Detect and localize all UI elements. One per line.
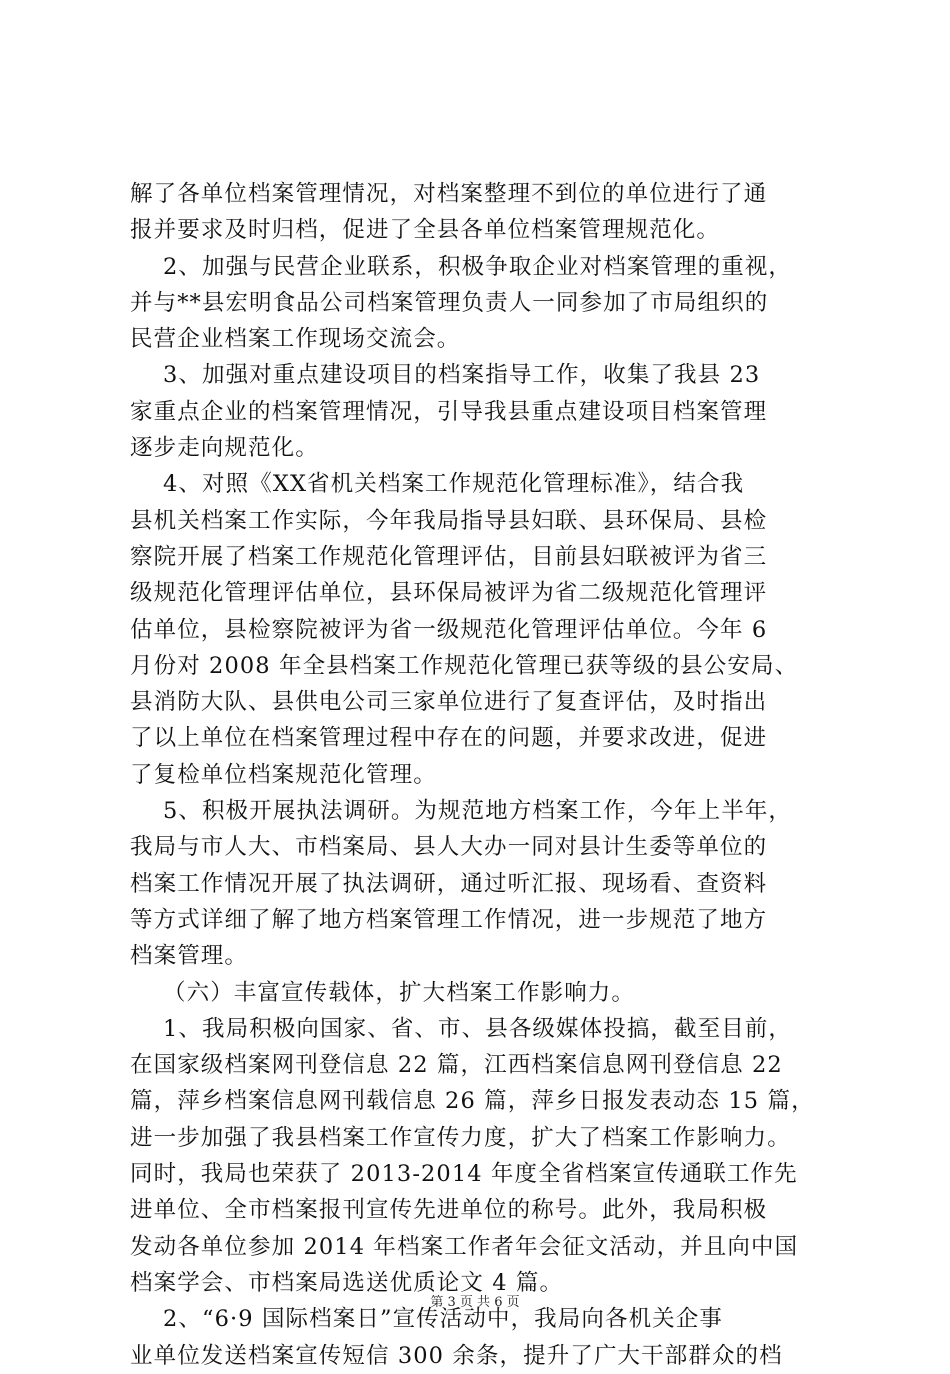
document-body [130, 176, 830, 1374]
text-line: 1、我局积极向国家、省、市、县各级媒体投搞，截至目前， [130, 1015, 793, 1042]
text-line: 逐步走向规范化。 [130, 435, 319, 462]
text-line: 在国家级档案网刊登信息 22 篇，江西档案信息网刊登信息 22 [130, 1052, 783, 1079]
text-line: 并与**县宏明食品公司档案管理负责人一同参加了市局组织的 [130, 289, 769, 316]
text-line: 篇，萍乡档案信息网刊载信息 26 篇，萍乡日报发表动态 15 篇， [130, 1088, 815, 1115]
text-line: （六）丰富宣传载体，扩大档案工作影响力。 [130, 979, 636, 1006]
text-line: 等方式详细了解了地方档案管理工作情况，进一步规范了地方 [130, 906, 768, 933]
page-footer: 第 3 页 共 6 页 [430, 1295, 520, 1310]
text-line: 我局与市人大、市档案局、县人大办一同对县计生委等单位的 [130, 834, 768, 861]
text-line: 进一步加强了我县档案工作宣传力度，扩大了档案工作影响力。 [130, 1124, 791, 1151]
text-line: 级规范化管理评估单位，县环保局被评为省二级规范化管理评 [130, 580, 768, 607]
text-line: 3、加强对重点建设项目的档案指导工作，收集了我县 23 [130, 362, 761, 389]
text-line: 发动各单位参加 2014 年档案工作者年会征文活动，并且向中国 [130, 1233, 799, 1260]
text-line: 2、“6·9 国际档案日”宣传活动中，我局向各机关企事 [130, 1306, 723, 1333]
text-line: 察院开展了档案工作规范化管理评估，目前县妇联被评为省三 [130, 543, 768, 570]
text-line: 4、对照《XX省机关档案工作规范化管理标准》，结合我 [130, 471, 745, 498]
text-line: 了复检单位档案规范化管理。 [130, 761, 437, 788]
text-line: 档案工作情况开展了执法调研，通过听汇报、现场看、查资料 [130, 870, 768, 897]
text-line: 月份对 2008 年全县档案工作规范化管理已获等级的县公安局、 [130, 652, 799, 679]
text-line: 业单位发送档案宣传短信 300 余条，提升了广大干部群众的档 [130, 1342, 783, 1369]
text-line: 档案学会、市档案局选送优质论文 4 篇。 [130, 1269, 564, 1296]
text-line: 2、加强与民营企业联系，积极争取企业对档案管理的重视， [130, 253, 793, 280]
text-line: 家重点企业的档案管理情况，引导我县重点建设项目档案管理 [130, 398, 768, 425]
text-line: 5、积极开展执法调研。为规范地方档案工作，今年上半年， [130, 798, 793, 825]
text-line: 了以上单位在档案管理过程中存在的问题，并要求改进，促进 [130, 725, 768, 752]
text-line: 报并要求及时归档，促进了全县各单位档案管理规范化。 [130, 217, 721, 244]
text-line: 解了各单位档案管理情况，对档案整理不到位的单位进行了通 [130, 181, 768, 207]
text-line: 县消防大队、县供电公司三家单位进行了复查评估，及时指出 [130, 689, 768, 716]
text-line: 进单位、全市档案报刊宣传先进单位的称号。此外，我局积极 [130, 1197, 768, 1224]
text-line: 县机关档案工作实际，今年我局指导县妇联、县环保局、县检 [130, 507, 768, 534]
text-line: 档案管理。 [130, 943, 249, 970]
text-line: 民营企业档案工作现场交流会。 [130, 326, 461, 353]
text-line: 估单位，县检察院被评为省一级规范化管理评估单位。今年 6 [130, 616, 768, 643]
text-line: 同时，我局也荣获了 2013-2014 年度全省档案宣传通联工作先 [130, 1161, 798, 1188]
